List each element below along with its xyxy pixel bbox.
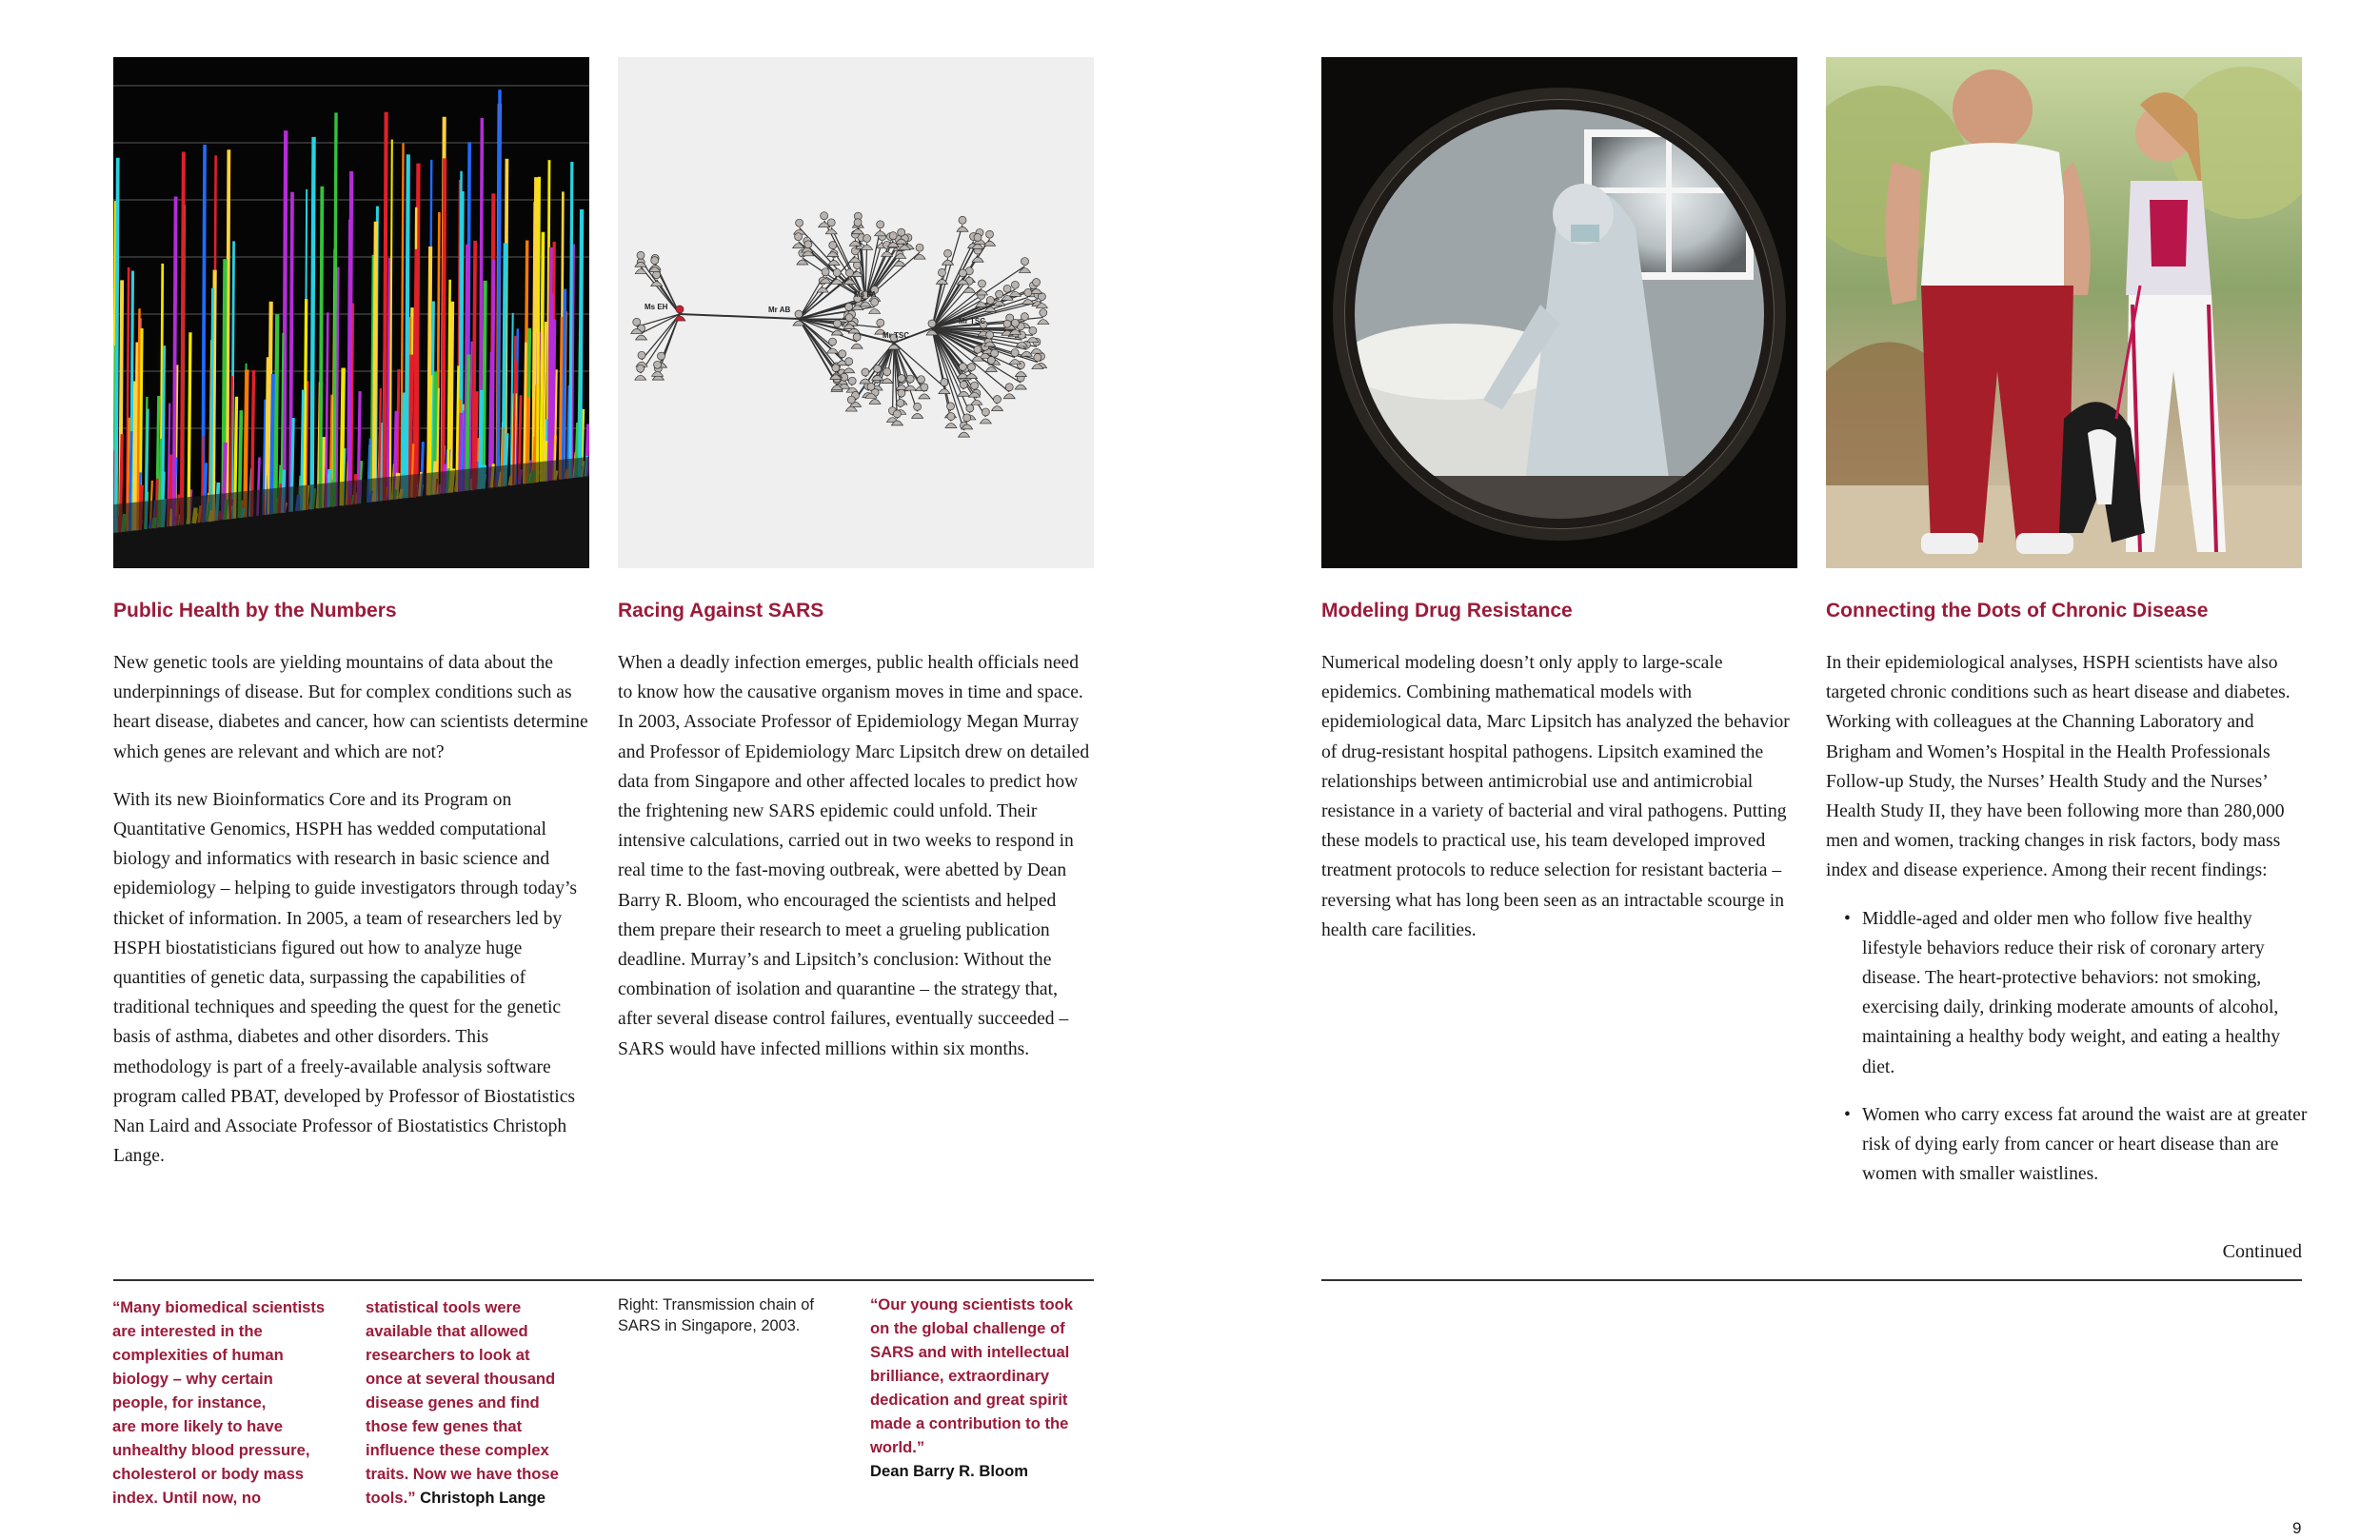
continued-label: Continued (2222, 1241, 2302, 1262)
sars-transmission-chain-diagram (618, 57, 1094, 568)
bullet-icon: • (1844, 1104, 1851, 1125)
list-item (1826, 904, 2311, 1082)
divider-left (113, 1279, 1094, 1281)
findings-list (1826, 904, 2311, 1190)
sars-node-label: Mr AB (768, 306, 791, 314)
body-connecting-the-dots (1826, 648, 2311, 1207)
pull-quote-lange-part1: “Many biomedical scientists are interested in the complexities of human biology – why certain people, for instance, are more likely to have unhealthy blood pressure, cholesterol or body mass index. Until now, no (112, 1298, 326, 1507)
sars-node-label: Mr TSC (959, 317, 985, 326)
heading-public-health: Public Health by the Numbers (113, 600, 397, 622)
paragraph: With its new Bioinformatics Core and its Program on Quantitative Genomics, HSPH has wedded computational biology and informatics with research in basic science and epidemiology – helping to guide investigators through today’s thicket of information. In 2005, a team of researchers led by HSPH biostatisticians figured out how to analyze huge quantities of genetic data, surpassing the capabilities of traditional techniques and speeding the quest for the genetic basis of asthma, diabetes and other disorders. This methodology is part of a freely-available analysis software program called PBAT, developed by Professor of Biostatistics Nan Laird and Associate Professor of Biostatistics Christoph Lange. (113, 789, 578, 1167)
quote-attribution: Christoph Lange (420, 1489, 545, 1507)
list-item (1826, 1100, 2311, 1190)
list-item-text: Middle-aged and older men who follow five healthy lifestyle behaviors reduce their risk of coronary artery disease. The heart-protective behaviors: not smoking, exercising daily, drinking moderate amounts of alcohol, maintaining a healthy body weight, and eating a healthy diet. (1862, 908, 2281, 1077)
paragraph: New genetic tools are yielding mountains of data about the underpinnings of disease. But for complex conditions such as heart disease, diabetes and cancer, how can scientists determine which genes are relevant and which are not? (113, 653, 588, 762)
body-racing-against-sars (618, 648, 1094, 1082)
pull-quote-text: “Our young scientists took on the global challenge of SARS and with intellectual brilliance, extraordinary dedication and great spirit made a contribution to the world.” (870, 1295, 1073, 1456)
pull-quote-text: statistical tools were available that allowed researchers to look at once at several thousand disease genes and find those few genes that influence these complex traits. Now we have those tools.” (366, 1298, 559, 1507)
body-modeling-drug-resistance (1321, 648, 1797, 963)
sars-node-label: Ms FA (854, 290, 877, 299)
page-number: 9 (2292, 1519, 2302, 1537)
paragraph: In their epidemiological analyses, HSPH scientists have also targeted chronic conditions such as heart disease and diabetes. Working with colleagues at the Channing Laboratory and Brigham and Women’s Hospital in the Health Professionals Follow-up Study, the Nurses’ Health Study and the Nurses’ Health Study II, they have been following more than 280,000 men and women, tracking changes in risk factors, body mass index and disease experience. Among their recent findings: (1826, 653, 2291, 881)
walking-couple-dog-photo (1826, 57, 2302, 568)
genomics-chart-photo (113, 57, 589, 568)
divider-right (1321, 1279, 2302, 1281)
pull-quote-bloom (870, 1293, 1118, 1483)
sars-node-label: Ms EH (645, 303, 668, 311)
sars-caption: Right: Transmission chain of SARS in Singapore, 2003. (618, 1296, 814, 1334)
body-public-health (113, 648, 589, 1189)
heading-modeling-drug-resistance: Modeling Drug Resistance (1321, 600, 1573, 622)
heading-connecting-the-dots: Connecting the Dots of Chronic Disease (1826, 600, 2209, 622)
quote-attribution: Dean Barry R. Bloom (870, 1462, 1028, 1480)
hospital-porthole-photo (1321, 57, 1797, 568)
sars-node-label: Mr TSC (883, 331, 909, 340)
bullet-icon: • (1844, 908, 1851, 929)
paragraph: Numerical modeling doesn’t only apply to large-scale epidemics. Combining mathematical models with epidemiological data, Marc Lipsitch has analyzed the behavior of drug-resistant hospital pathogens. Lipsitch examined the relationships between antimicrobial use and antimicrobial resistance in a variety of bacterial and viral pathogens. Putting these models to practical use, his team developed improved treatment protocols to reduce selection for resistant bacteria – reversing what has long been seen as an intractable scourge in health care facilities. (1321, 653, 1790, 940)
heading-racing-against-sars: Racing Against SARS (618, 600, 824, 622)
pull-quote-lange-part2 (366, 1295, 613, 1510)
list-item-text: Women who carry excess fat around the waist are at greater risk of dying early from cancer or heart disease than are women with smaller waistlines. (1862, 1104, 2308, 1185)
paragraph: When a deadly infection emerges, public health officials need to know how the causative organism moves in time and space. In 2003, Associate Professor of Epidemiology Megan Murray and Professor of Epidemiology Marc Lipsitch drew on detailed data from Singapore and other affected locales to predict how the frightening new SARS epidemic could unfold. Their intensive calculations, carried out in two weeks to respond in real time to the fast-moving outbreak, were abetted by Dean Barry R. Bloom, who encouraged the scientists and helped them prepare their research to meet a grueling publication deadline. Murray’s and Lipsitch’s conclusion: Without the combination of isolation and quarantine – the strategy that, after several disease control failures, eventually succeeded – SARS would have infected millions within six months. (618, 653, 1090, 1059)
